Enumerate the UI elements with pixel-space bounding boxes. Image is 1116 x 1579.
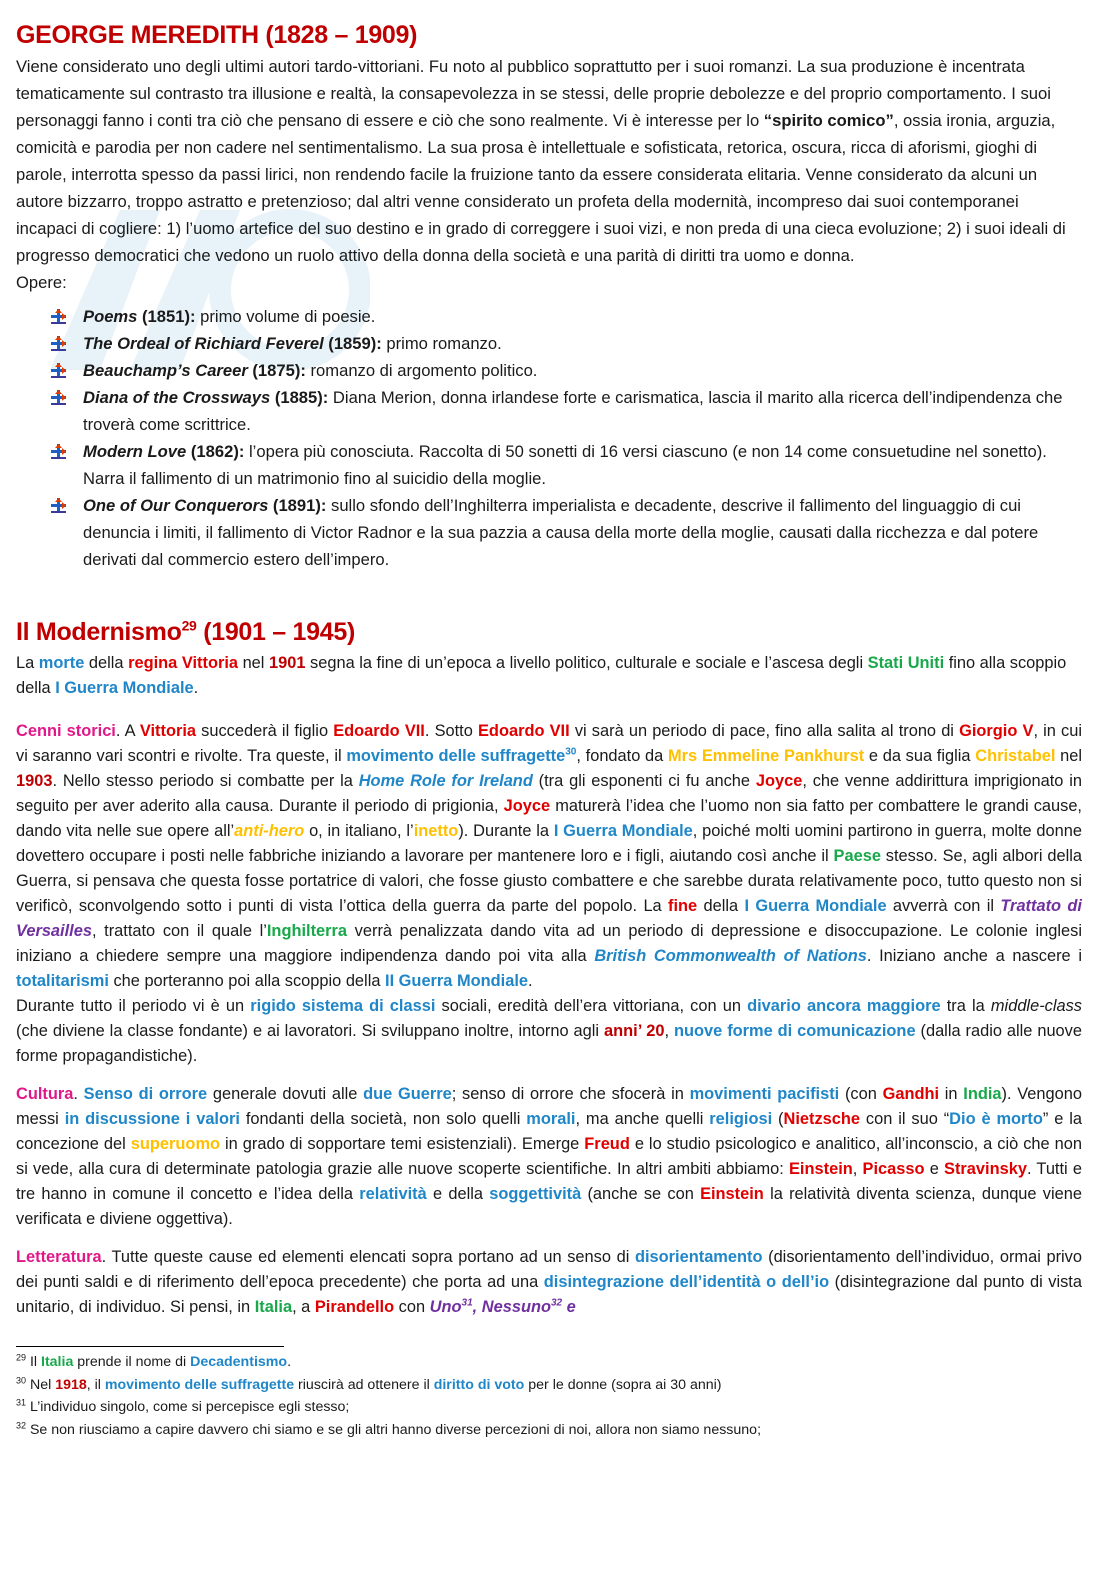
bullet-icon	[51, 390, 66, 405]
bullet-icon	[51, 363, 66, 378]
document-page	[16, 18, 1082, 1441]
bullet-icon	[51, 336, 66, 351]
spirito-comico: “spirito comico”	[763, 111, 894, 130]
footnote: $^{31}$ L’individuo singolo, come si percepisce egli stesso;	[16, 1397, 350, 1415]
footnote: $^{29}$ Il Italia prende il nome di Decadentismo.	[16, 1352, 292, 1370]
footnote: $^{30}$ Nel 1918, il movimento delle suffragette riuscirà ad ottenere il diritto di voto per le donne (sopra ai 30 anni)	[16, 1374, 722, 1393]
list-item: Poems (1851): primo volume di poesie.	[83, 303, 1082, 330]
cultura-paragraph: Cultura. Senso di orrore generale dovuti alle due Guerre; senso di orrore che sfocerà in movimenti pacifisti (con Gandhi in India). Vengono messi in discussione i valori fondanti della società, non solo quelli morali, ma anche quelli religiosi (Nietzsche con il suo “Dio è morto” e la concezione del superuomo in grado di sopportare temi esistenziali). Emerge Freud e lo studio psicologico e analitico, all’inconscio, a ciò che non si vede, alla cura di determinate patologia grazie alle nuove scoperte scientifiche. In altri ambiti abbiamo: Einstein, Picasso e Stravinsky. Tutti e tre hanno in comune il concetto e l’idea della relatività e della soggettività (anche se con Einstein la relatività diventa scienza, dunque viene verificata e diviene oggettiva).	[16, 1085, 1083, 1228]
letteratura-paragraph: Letteratura. Tutte queste cause ed elementi elencati sopra portano ad un senso di disorientamento (disorientamento dell’individuo, ormai privo dei punti saldi e di riferimento dell’epoca precedente) che porta ad una disintegrazione dell’identità o dell’io (disintegrazione dal punto di vista unitario, di individuo. Si pensi, in Italia, a Pirandello con Uno$^{31}$, Nessuno$^{32}$ e	[16, 1248, 1082, 1316]
bullet-icon	[51, 498, 66, 513]
bullet-icon	[51, 309, 66, 324]
modernismo-intro: La morte della regina Vittoria nel 1901 segna la fine di un’epoca a livello politico, culturale e sociale e l’ascesa degli Stati Uniti fino alla scoppio della I Guerra Mondiale.	[16, 654, 1067, 697]
meredith-paragraph: Viene considerato uno degli ultimi autori tardo-vittoriani. Fu noto al pubblico soprattutto per i suoi romanzi. La sua produzione è incentrata tematicamente sul contrasto tra illusione e realtà, la consapevolezza in se stessi, delle proprie debolezze e del proprio comportamento. I suoi personaggi fanno i conti tra ciò che pensano di essere e ciò che sono realmente. Vi è interesse per lo “spirito comico”, ossia ironia, arguzia, comicità e parodia per non cadere nel sentimentalismo. La sua prosa è intellettuale e sofisticata, retorica, oscura, ricca di aforismi, gioghi di parole, interrotta spesso da passi lirici, non rendendo facile la fruizione tanto da essere considerata elitaria. Venne considerato da alcuni un autore bizzarro, troppo astratto e pretenzioso; dal altri venne considerato un profeta della modernità, incompreso dai suoi contemporanei incapaci di cogliere: 1) l’uomo artefice del suo destino e in grado di correggere i suoi vizi, e non preda di una cieca evoluzione; 2) i suoi ideali di progresso democratici che vedono un ruolo attivo della donna della società e una parità di diritti tra uomo e donna.	[16, 57, 1066, 265]
bullet-icon	[51, 444, 66, 459]
list-item: Beauchamp’s Career (1875): romanzo di argomento politico.	[83, 357, 1082, 384]
footnote-separator	[16, 1346, 284, 1347]
opere-label: Opere:	[16, 273, 67, 292]
meredith-title: GEORGE MEREDITH (1828 – 1909)	[16, 21, 418, 49]
cenni-storici-paragraph: Cenni storici. A Vittoria succederà il figlio Edoardo VII. Sotto Edoardo VII vi sarà un periodo di pace, fino alla salita al trono di Giorgio V, in cui vi saranno vari scontri e rivolte. Tra queste, il movimento delle suffragette$^{30}$, fondato da Mrs Emmeline Pankhurst e da sua figlia Christabel nel 1903. Nello stesso periodo si combatte per la Home Role for Ireland (tra gli esponenti ci fu anche Joyce, che venne addirittura imprigionato in seguito per aver aderito alla causa. Durante il periodo di prigionia, Joyce maturerà l’idea che l’uomo non sia fatto per combattere le grandi cause, dando vita nelle sue opere all’anti-hero o, in italiano, l’inetto). Durante la I Guerra Mondiale, poiché molti uomini partirono in guerra, molte donne dovettero occupare i posti nelle fabbriche iniziando a lavorare per mantenere loro e i figli, aiutando così anche il Paese stesso. Se, agli albori della Guerra, si pensava che questa fosse portatrice di valori, che fosse giusto combattere e che sarebbe durata relativamente poco, tutto questo non si verificò, sconvolgendo sotto i punti di vista l’ottica della guerra da parte del popolo. La fine della I Guerra Mondiale avverrà con il Trattato di Versailles, trattato con il quale l’Inghilterra verrà penalizzata dando vita ad un periodo di depressione e disoccupazione. Le colonie inglesi iniziano a chiedere sempre una maggiore indipendenza dando poi vita alla British Commonwealth of Nations. Iniziano anche a nascere i totalitarismi che porteranno poi alla scoppio della II Guerra Mondiale. Durante tutto il periodo vi è un rigido sistema di classi sociali, eredità dell’era vittoriana, con un divario ancora maggiore tra la middle-class (che diviene la classe fondante) e ai lavoratori. Si sviluppano inoltre, intorno agli anni’ 20, nuove forme di comunicazione (dalla radio alle nuove forme propagandistiche).	[16, 722, 1083, 1065]
list-item: The Ordeal of Richiard Feverel (1859): primo romanzo.	[83, 330, 1082, 357]
works-list	[16, 303, 1082, 573]
list-item: One of Our Conquerors (1891): sullo sfondo dell’Inghilterra imperialista e decadente, descrive il fallimento del linguaggio di cui denuncia i limiti, il fallimento di Victor Radnor e la sua pazzia a causa della morte della moglie, causati dalla ricchezza e dal potere derivati dal commercio estero dell’impero.	[83, 492, 1082, 573]
list-item: Modern Love (1862): l’opera più conosciuta. Raccolta di 50 sonetti di 16 versi ciascuno (e non 14 come consuetudine nel sonetto). Narra il fallimento di un matrimonio fino al suicidio della moglie.	[83, 438, 1082, 492]
footnote: $^{32}$ Se non riusciamo a capire davvero chi siamo e se gli altri hanno diverse percezioni di noi, allora non siamo nessuno;	[16, 1419, 762, 1438]
modernismo-title: Il Modernismo$^{29}$ (1901 – 1945)	[16, 617, 355, 646]
list-item: Diana of the Crossways (1885): Diana Merion, donna irlandese forte e carismatica, lascia il marito alla ricerca dell’indipendenza che troverà come scrittrice.	[83, 384, 1082, 438]
